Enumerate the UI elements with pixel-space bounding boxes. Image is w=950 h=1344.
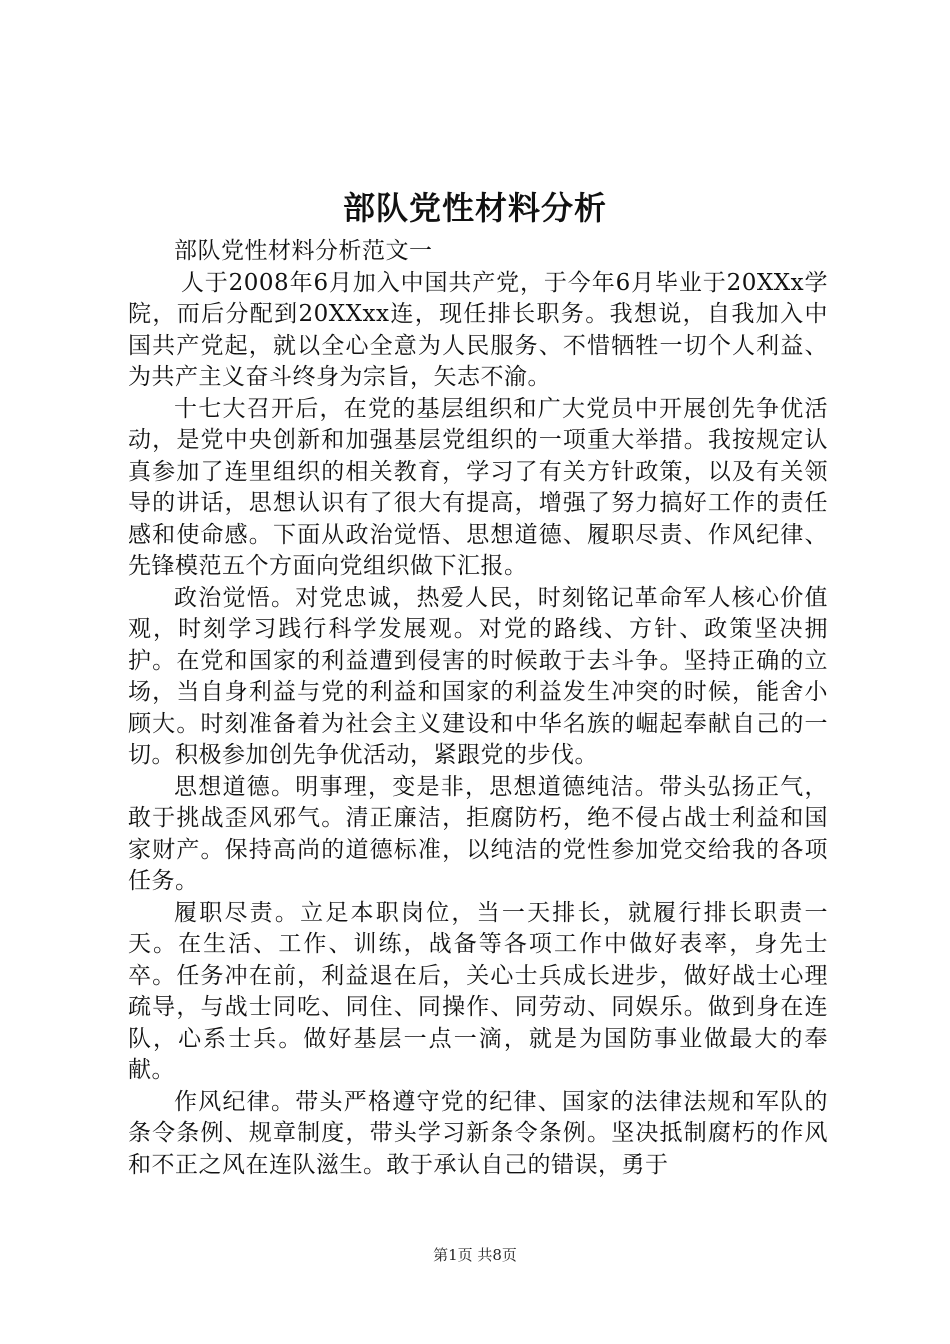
paragraph-6: 作风纪律。带头严格遵守党的纪律、国家的法律法规和军队的条令条例、规章制度，带头学习新条令条例。坚决抵制腐朽的作风和不正之风在连队滋生。敢于承认自己的错误，勇于: [128, 1088, 828, 1178]
paragraph-2: 十七大召开后，在党的基层组织和广大党员中开展创先争优活动，是党中央创新和加强基层党组织的一项重大举措。我按规定认真参加了连里组织的相关教育，学习了有关方针政策，以及有关领导的讲话，思想认识有了很大有提高，增强了努力搞好工作的责任感和使命感。下面从政治觉悟、思想道德、履职尽责、作风纪律、先锋模范五个方面向党组织做下汇报。: [128, 395, 828, 579]
paragraph-1: 人于2008年6月加入中国共产党，于今年6月毕业于20XXx学院，而后分配到20XXxx连，现任排长职务。我想说，自我加入中国共产党起，就以全心全意为人民服务、不惜牺牲一切个人利益、为共产主义奋斗终身为宗旨，矢志不渝。: [128, 269, 828, 390]
paragraph-4: 思想道德。明事理，变是非，思想道德纯洁。带头弘扬正气，敢于挑战歪风邪气。清正廉洁，拒腐防朽，绝不侵占战士利益和国家财产。保持高尚的道德标准，以纯洁的党性参加党交给我的各项任务。: [128, 773, 828, 894]
document-title: 部队党性材料分析: [342, 189, 607, 227]
paragraph-5: 履职尽责。立足本职岗位，当一天排长，就履行排长职责一天。在生活、工作、训练，战备等各项工作中做好表率，身先士卒。任务冲在前，利益退在后，关心士兵成长进步，做好战士心理疏导，与战士同吃、同住、同操作、同劳动、同娱乐。做到身在连队，心系士兵。做好基层一点一滴，就是为国防事业做最大的奉献。: [128, 899, 828, 1083]
paragraph-subtitle: 部队党性材料分析范文一: [174, 238, 433, 264]
document-body: [128, 236, 828, 1181]
paragraph-3: 政治觉悟。对党忠诚，热爱人民，时刻铭记革命军人核心价值观，时刻学习践行科学发展观。对党的路线、方针、政策坚决拥护。在党和国家的利益遭到侵害的时候敢于去斗争。坚持正确的立场，当自身利益与党的利益和国家的利益发生冲突的时候，能舍小顾大。时刻准备着为社会主义建设和中华名族的崛起奉献自己的一切。积极参加创先争优活动，紧跟党的步伐。: [128, 584, 828, 768]
page-footer: 第1页 共8页: [433, 1246, 517, 1264]
